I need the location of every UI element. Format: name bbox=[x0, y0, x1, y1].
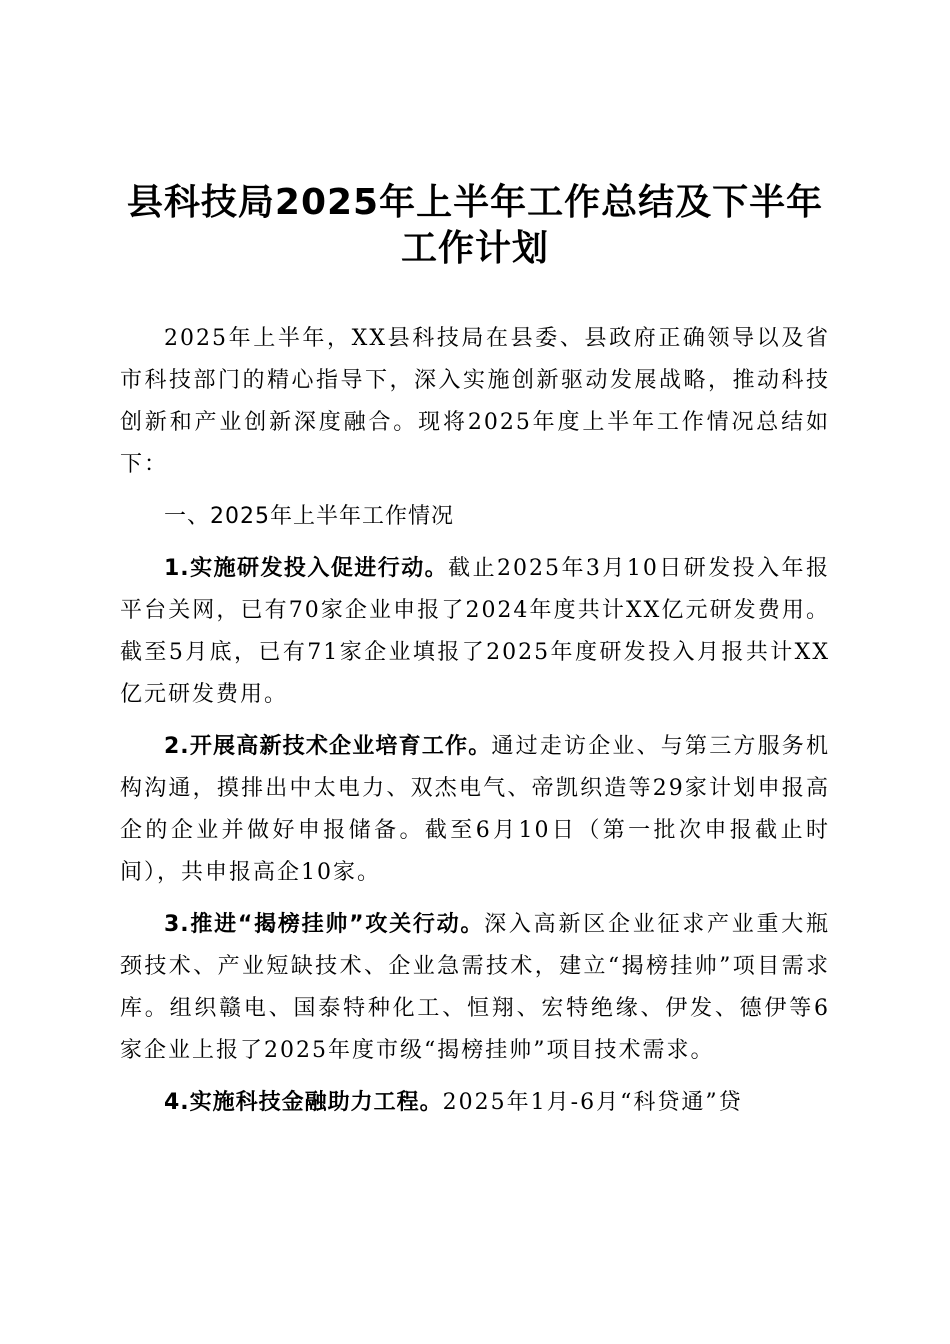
item-text-2: 通过走访企业、与第三方服务机构沟通，摸排出中太电力、双杰电气、帝凯织造等29家计划申报高企的企业并做好申报储备。截至6月10日（第一批次申报截止时间），共申报高企10家。 bbox=[120, 734, 830, 885]
item-lead-1: 1.实施研发投入促进行动。 bbox=[164, 556, 449, 581]
item-text-4: 2025年1月-6月“科贷通”贷 bbox=[442, 1090, 743, 1115]
item-paragraph-2 bbox=[120, 726, 830, 894]
item-lead-4: 4.实施科技金融助力工程。 bbox=[164, 1090, 443, 1115]
item-lead-3: 3.推进“揭榜挂帅”攻关行动。 bbox=[164, 912, 485, 937]
item-lead-2: 2.开展高新技术企业培育工作。 bbox=[164, 734, 492, 759]
section-heading: 一、2025年上半年工作情况 bbox=[164, 504, 454, 529]
item-text-3: 深入高新区企业征求产业重大瓶颈技术、产业短缺技术、企业急需技术，建立“揭榜挂帅”项目需求库。组织赣电、国泰特种化工、恒翔、宏特绝缘、伊发、德伊等6家企业上报了2025年度市级“揭榜挂帅”项目技术需求。 bbox=[120, 912, 830, 1063]
intro-paragraph: 2025年上半年，XX县科技局在县委、县政府正确领导以及省市科技部门的精心指导下，深入实施创新驱动发展战略，推动科技创新和产业创新深度融合。现将2025年度上半年工作情况总结如下： bbox=[120, 326, 830, 477]
item-paragraph-1 bbox=[120, 548, 830, 716]
item-paragraph-4 bbox=[120, 1082, 830, 1124]
document-body bbox=[120, 318, 830, 1134]
item-text-1: 截止2025年3月10日研发投入年报平台关网，已有70家企业申报了2024年度共计XX亿元研发费用。截至5月底，已有71家企业填报了2025年度研发投入月报共计XX亿元研发费用。 bbox=[120, 556, 831, 707]
item-paragraph-3 bbox=[120, 904, 830, 1072]
document-title: 县科技局2025年上半年工作总结及下半年工作计划 bbox=[126, 182, 824, 269]
